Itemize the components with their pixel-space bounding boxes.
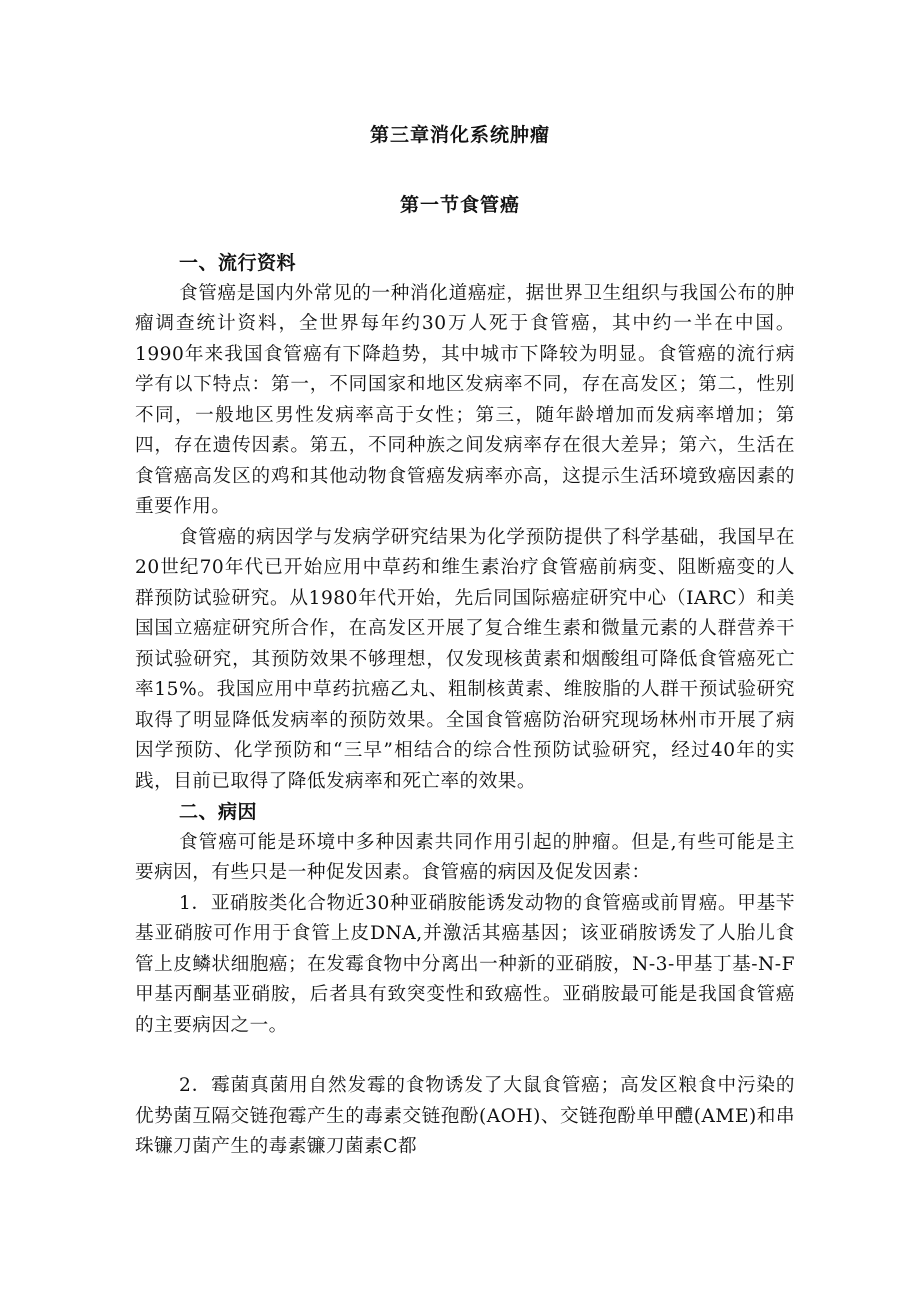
paragraph-epidemiology: 食管癌是国内外常见的一种消化道癌症，据世界卫生组织与我国公布的肿瘤调查统计资料，全世界每年约30万人死于食管癌，其中约一半在中国。1990年来我国食管癌有下降趋势，其中城市下降较为明显。食管癌的流行病学有以下特点：第一，不同国家和地区发病率不同，存在高发区；第二，性别不同，一般地区男性发病率高于女性；第三，随年龄增加而发病率增加；第四，存在遗传因素。第五，不同种族之间发病率存在很大差异；第六，生活在食管癌高发区的鸡和其他动物食管癌发病率亦高，这提示生活环境致癌因素的重要作用。 — [135, 282, 795, 517]
section-title: 第一节食管癌 — [399, 194, 520, 216]
heading-etiology: 二、病因 — [179, 801, 258, 823]
paragraph-gap — [135, 1041, 795, 1071]
paragraph-nitrosamines: 1．亚硝胺类化合物近30种亚硝胺能诱发动物的食管癌或前胃癌。甲基苄基亚硝胺可作用于食管上皮DNA,并激活其癌基因；该亚硝胺诱发了人胎儿食管上皮鳞状细胞癌；在发霉食物中分离出一种新的亚硝胺，N-3-甲基丁基-N-F甲基丙酮基亚硝胺，后者具有致突变性和致癌性。亚硝胺最可能是我国食管癌的主要病因之一。 — [135, 892, 795, 1036]
chapter-title: 第三章消化系统肿瘤 — [369, 124, 550, 146]
document-body — [135, 248, 795, 1163]
paragraph-prevention: 食管癌的病因学与发病学研究结果为化学预防提供了科学基础，我国早在20世纪70年代已开始应用中草药和维生素治疗食管癌前病变、阻断癌变的人群预防试验研究。从1980年代开始，先后同国际癌症研究中心（IARC）和美国国立癌症研究所合作，在高发区开展了复合维生素和微量元素的人群营养干预试验研究，其预防效果不够理想，仅发现核黄素和烟酸组可降低食管癌死亡率15%。我国应用中草药抗癌乙丸、粗制核黄素、维胺脂的人群干预试验研究取得了明显降低发病率的预防效果。全国食管癌防治研究现场林州市开展了病因学预防、化学预防和“三早”相结合的综合性预防试验研究，经过40年的实践，目前已取得了降低发病率和死亡率的效果。 — [135, 526, 795, 792]
heading-epidemiology: 一、流行资料 — [179, 252, 297, 274]
paragraph-fungi: 2．霉菌真菌用自然发霉的食物诱发了大鼠食管癌；高发区粮食中污染的优势菌互隔交链孢霉产生的毒素交链孢酚(AOH)、交链孢酚单甲醴(AME)和串珠镰刀菌产生的毒素镰刀菌素C都 — [135, 1075, 795, 1157]
paragraph-etiology-intro: 食管癌可能是环境中多种因素共同作用引起的肿瘤。但是,有些可能是主要病因，有些只是一种促发因素。食管癌的病因及促发因素： — [135, 831, 795, 883]
